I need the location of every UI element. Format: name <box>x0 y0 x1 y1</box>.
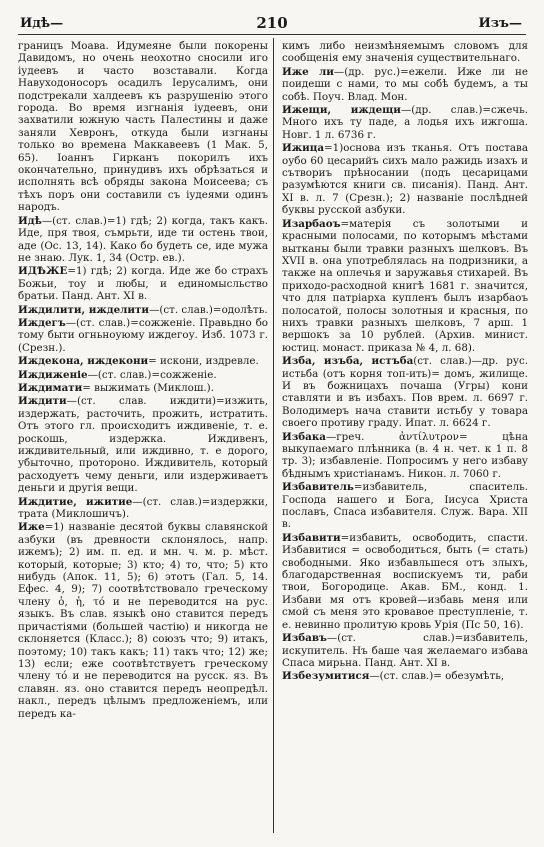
dictionary-entry <box>282 355 528 429</box>
entry-headword: Иждимати <box>18 381 83 394</box>
dictionary-entry <box>18 304 268 316</box>
entry-text: —(ст. слав.)= обезумѣть, <box>369 670 505 683</box>
entry-text: —(др. рус.)=ежели. Иже ли не поидеши с нами, то мы собѣ будемъ, а ты собѣ. Поуч. Влад. Мон. <box>282 65 528 103</box>
entry-text: =1) гдѣ; 2) когда. Иде же бо страхъ Божьи, тоу и любы, и единомысльство братьи. Панд. Ант. XI в. <box>18 265 268 303</box>
entry-text: —(ст. слав.)=1) гдѣ; 2) когда, такъ какъ. Иде, пря твоя, съмрьти, иде ти остень твои, аде (Ос. 13, 14). Како бо будеть се, иде мужа не знаю. Лук. 1, 34 (Остр. ев.). <box>18 214 268 264</box>
dictionary-entry <box>282 104 528 141</box>
entry-text: —(ст. слав.)=избавитель, искупитель. Нъ баше чая желаемаго избава Спаса мирьна. Панд. Ант. XI в. <box>282 632 528 669</box>
entry-headword: Избака <box>282 430 326 443</box>
dictionary-entry <box>282 142 528 216</box>
entry-text: = искони, издревле. <box>148 355 259 368</box>
page-header <box>14 12 530 34</box>
page-number: 210 <box>256 14 288 32</box>
entry-text: (ст. слав.)—др. рус. истьба (отъ корня топ-ить)= домъ, жилище. И въ божницахъ почаша (Угры) кони ставляти и въ избахъ. Пов врем. л. 6697 г. Володимеръ нача ставити истьбу у товара своего противу граду. Ипат. л. 6624 г. <box>282 355 528 430</box>
dictionary-entry <box>18 317 268 354</box>
entry-headword: Иже <box>18 521 45 534</box>
entry-headword: Избезумитися <box>282 670 370 683</box>
dictionary-entry <box>18 395 268 494</box>
dictionary-entry <box>282 431 528 481</box>
dictionary-entry <box>282 670 528 682</box>
dictionary-entry <box>282 481 528 531</box>
dictionary-entry <box>18 40 268 214</box>
entry-text: —(ст. слав. иждити)=изжить, издержать, расточить, прожить, истратить. Отъ этого гл. происходитъ иждивеніе, т. е. роскошь, издержка. Иждивенъ, иждивительный, или иждивно, т. е дорого, убыточно, протороно. Иждивитель, который расходуетъ чему деньги, или издерживаетъ деньги и другія вещи. <box>18 395 268 495</box>
dictionary-entry <box>282 40 528 65</box>
right-column <box>282 40 528 684</box>
entry-headword: Ижещи, иждещи <box>282 104 401 117</box>
entry-headword: Изарбаоъ <box>282 217 341 230</box>
entry-text: =избавить, освободить, спасти. Избавитися = освободиться, быть (= стать) свободными. Яко избавльшеся отъ злыхъ, благодарственная воспискуемъ ти, раби твои, Богородице. Акав. БМ., конд. 1. Избави мя отъ кровей—избавь меня или смой съ меня это кровавое преступленіе, т. е. невинно пролитую кровь Урія (Пс 50, 16). <box>282 531 528 631</box>
entry-text: кимъ либо неизмѣняемымъ словомъ для сообщенія ему значенія существительнаго. <box>282 40 528 65</box>
entry-headword: Иждекона, иждекони <box>18 355 149 368</box>
entry-headword: Иждити <box>18 395 67 408</box>
entry-headword: Изба, изъба, истъба <box>282 355 414 368</box>
header-left-catchword: Идѣ— <box>20 16 64 31</box>
left-column <box>18 40 268 721</box>
dictionary-entry <box>18 521 268 720</box>
dictionary-entry <box>18 496 268 521</box>
header-rule <box>18 34 526 35</box>
entry-headword: Иждилити, ижделити <box>18 303 150 316</box>
entry-headword: ИДѢЖЕ <box>18 265 68 278</box>
dictionary-entry <box>282 218 528 354</box>
entry-text: —(ст. слав.)=сожженіе. Правьдно бо тому быти огньноуюму иждегоу. Изб. 1073 г. (Срезн.). <box>18 316 268 354</box>
entry-text: =1) названіе десятой буквы славянской азбуки (въ древности склонялось, напр. ижемъ); 2) им. п. ед. и мн. ч. м. р. мѣст. который, которые; 3) кто; 4) то, что; 5) кто нибудь (Апок. 11, 5); 6) этотъ (Гал. 5, 14. Ефес. 4, 9); 7) соотвѣтствовало греческому члену ὁ, ἡ, τό и не переводится на рус. языкъ. Въ слав. языкѣ оно ставится передъ причастіями (большей частію) и никогда не склоняется (Класс.); 8) союзъ что; 9) итакъ, поэтому; 10) такъ какъ; 11) такъ что; 12) же; 13) если; еже соотвѣтствуетъ греческому члену τό и не переводится на русск. яз. Въ славян. яз. оно ставится передъ неопредѣл. накл., передъ цѣлымъ предложеніемъ, или передъ ка- <box>18 521 268 720</box>
dictionary-entry <box>282 532 528 631</box>
header-right-catchword: Изъ— <box>478 16 522 31</box>
dictionary-entry <box>282 66 528 103</box>
entry-headword: Избавити <box>282 531 341 544</box>
dictionary-entry <box>18 215 268 265</box>
entry-text: =матерія съ золотыми и красными полосами, по которымъ мѣстами вытканы были травки разныхъ шелковъ. Въ XVII в. она употреблялась на подризники, а также на оплечья и заружавья стихарей. Въ приходо-расходной книгѣ 1681 г. значится, что для патріарха купленъ былъ изарбаоъ полосатой, полосы золотныя и красныя, по нихъ травки разныхъ шелковъ, 7 арш. 1 вершокъ за 10 рублей. (Архив. минист. юстиц. монаст. приказа № 4, л. 68). <box>282 217 528 354</box>
entry-text: —(ст. слав.)=издержки, трата (Миклошичъ). <box>18 495 268 521</box>
dictionary-entry <box>18 355 268 367</box>
dictionary-entry <box>18 369 268 381</box>
entry-text: границъ Моава. Идумеяне были покорены Давидомъ, но очень неохотно сносили иго іудеевъ и часто возставали. Когда Навуходоносоръ осадилъ Іерусалимъ, они подстрекали халдеевъ къ разрушенію этого города. Во время изгнанія іудеевъ, они захватили южную часть Палестины и даже заняли Хевронъ, откуда были изгнаны только во времена Маккавеевъ (1 Мак. 5, 65). Іоаннъ Гирканъ покорилъ ихъ окончательно, принудивъ ихъ обрѣзаться и исполнять всѣ обряды закона Моисеева; съ тѣхъ поръ они составили съ іудеями одинъ народъ. <box>18 40 268 214</box>
dictionary-entry <box>18 265 268 302</box>
column-divider <box>273 38 274 833</box>
entry-text: —(ст. слав.)=сожженіе. <box>87 368 217 381</box>
dictionary-entry <box>282 632 528 669</box>
entry-text: —греч. ἀντίλυτρον= цѣна выкупаемаго плѣнника (в. 4 н. чет. к 1 п. 8 тр. 3); избавленіе. Попросимъ у него избаву бѣднымъ христіанамъ. Никон. л. 7060 г. <box>282 430 528 480</box>
dictionary-entry <box>18 382 268 394</box>
entry-text: —(др. слав.)=сжечь. Много ихъ ту паде, а лодья ихъ ижгоша. Новг. 1 л. 6736 г. <box>282 104 528 141</box>
entry-text: —(ст. слав.)=одолѣть. <box>149 303 268 316</box>
entry-headword: Избавъ <box>282 632 327 645</box>
entry-headword: Иждиженіе <box>18 368 88 381</box>
entry-headword: Иждегъ <box>18 316 66 329</box>
entry-headword: Ижица <box>282 142 325 155</box>
entry-text: =1)основа изъ тканья. Отъ постава оубо 60 цесарийъ сихъ мало ражидь изахъ и сътвориъ прѣносании (подъ цесарицами разумѣются книги св. писанія). Панд. Ант. XI в. л. 7 (Срезн.); 2) названіе послѣдней буквы русской азбуки. <box>282 142 528 217</box>
entry-headword: Иждитие, ижитие <box>18 495 133 508</box>
entry-text: = выжимать (Миклош.). <box>82 381 214 394</box>
entry-headword: Избавитель <box>282 481 354 494</box>
entry-headword: Иже ли <box>282 65 334 78</box>
entry-text: =избавитель, спаситель. Господа нашего и Бога, Іисуса Христа пославъ, Спаса избавителя. Служ. Вара. XII в. <box>282 481 528 531</box>
entry-headword: Идѣ <box>18 214 42 227</box>
